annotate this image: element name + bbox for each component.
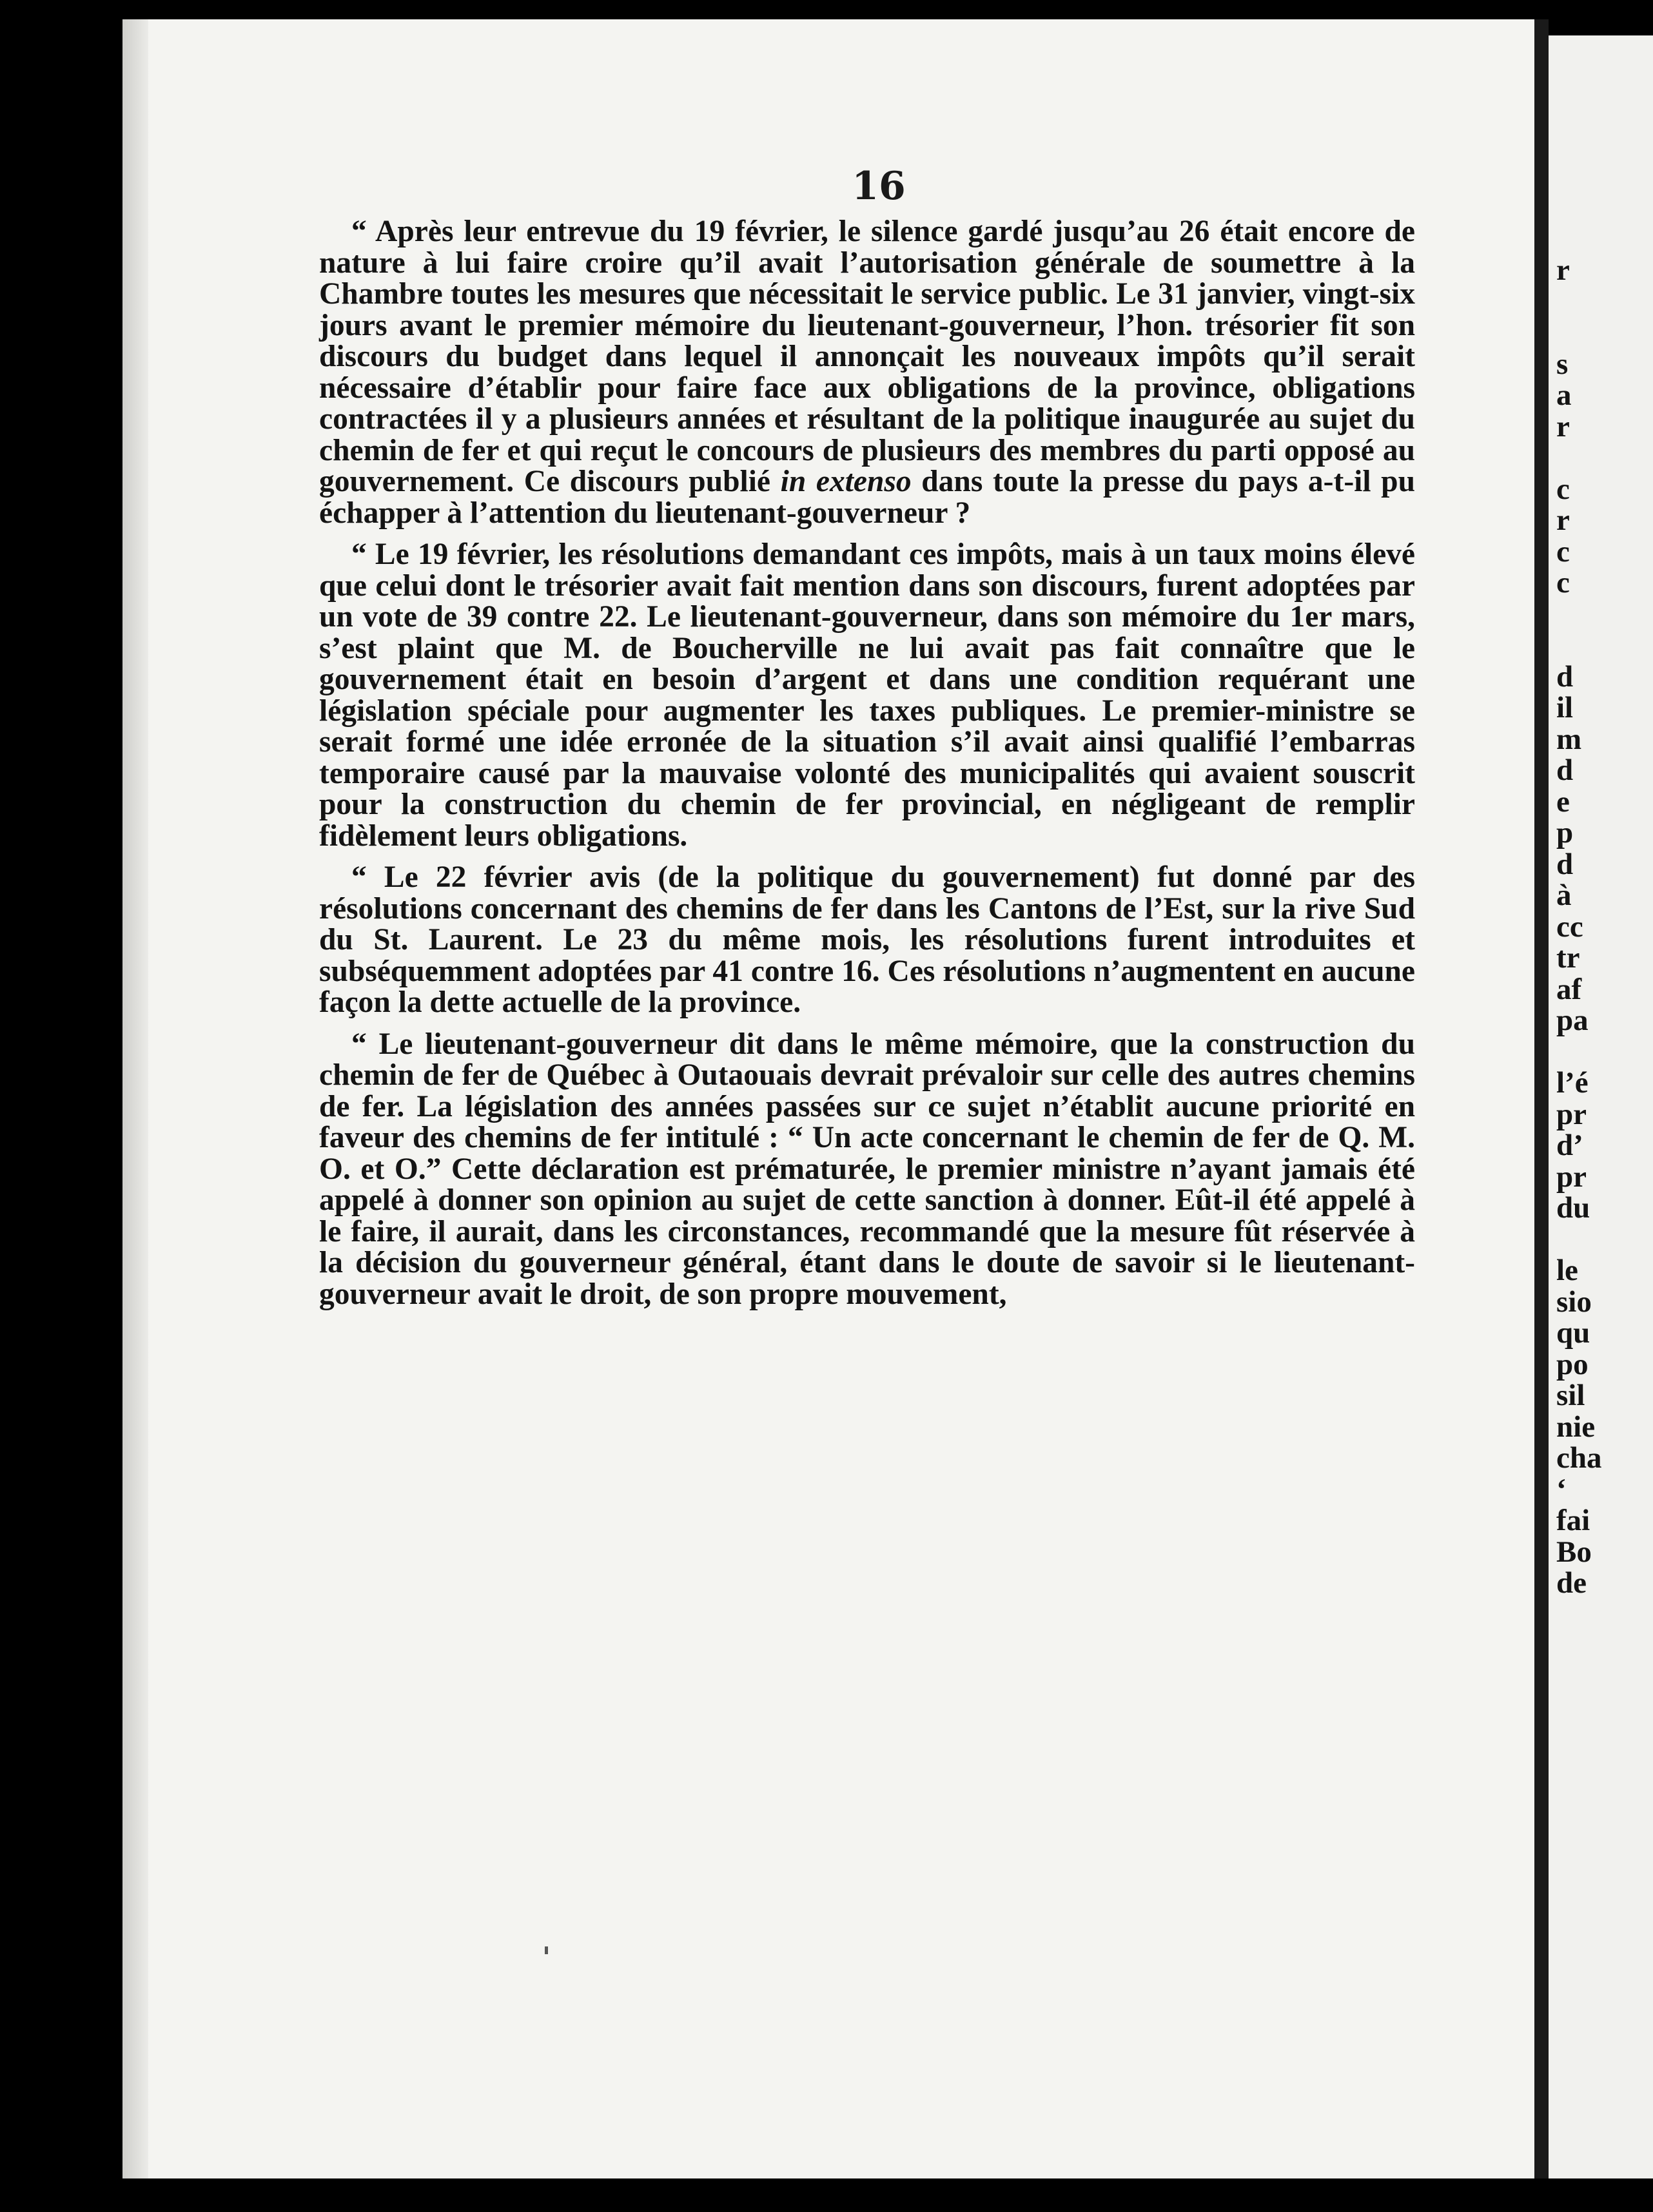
paragraph-1 (319, 216, 1415, 529)
facing-line-fragment: du (1556, 1191, 1590, 1225)
facing-line-fragment: tr (1556, 941, 1580, 975)
facing-line-fragment: pa (1556, 1004, 1589, 1037)
facing-line-fragment: nie (1556, 1410, 1596, 1444)
facing-line-fragment: c (1556, 566, 1570, 599)
facing-line-fragment: s (1556, 347, 1569, 381)
facing-line-fragment: le (1556, 1254, 1578, 1287)
paragraph-1-italic: in extenso (780, 465, 912, 498)
spine-gap (1534, 19, 1549, 2178)
facing-line-fragment: po (1556, 1347, 1589, 1381)
facing-page-fragments (1556, 255, 1602, 1599)
facing-line-fragment: d (1556, 753, 1574, 787)
facing-line-fragment (1556, 630, 1602, 661)
facing-line-fragment: af (1556, 972, 1582, 1006)
facing-page (1549, 35, 1653, 2178)
facing-line-fragment (1556, 317, 1602, 349)
facing-line-fragment: Bo (1556, 1535, 1592, 1569)
facing-line-fragment: r (1556, 409, 1570, 443)
facing-line-fragment: p (1556, 816, 1574, 849)
facing-line-fragment (1556, 286, 1602, 318)
text-block (319, 216, 1415, 1320)
facing-line-fragment: fai (1556, 1504, 1590, 1537)
facing-line-fragment: pr (1556, 1097, 1587, 1131)
facing-line-fragment: à (1556, 878, 1572, 912)
facing-line-fragment: m (1556, 722, 1582, 756)
facing-line-fragment: ‘ (1556, 1472, 1567, 1506)
facing-line-fragment: sil (1556, 1379, 1585, 1412)
facing-line-fragment: d (1556, 659, 1574, 694)
facing-line-fragment: a (1556, 378, 1572, 412)
facing-line-fragment: c (1556, 472, 1570, 506)
paragraph-1-before: “ Après leur entrevue du 19 février, le silence gardé jusqu’au 26 était encore de nature à lui faire croire qu’il avait l’autorisation générale de soumettre à la Chambre toutes les mesures que nécessitait le service public. Le 31 janvier, vingt-six jours avant le premier mémoire du lieutenant-gouverneur, l’hon. trésorier fit son discours du budget dans lequel il annonçait les nouveaux impôts qu’il serait nécessaire d’établir pour faire face aux obligations de la province, obligations contractées il y a plusieurs années et résultant de la politique inaugurée au sujet du chemin de fer et qui reçut le concours de plusieurs des membres du parti opposé au gouvernement. Ce discours publié (319, 215, 1415, 498)
facing-line-fragment: l’é (1556, 1066, 1589, 1100)
facing-line-fragment (1556, 442, 1602, 474)
facing-line-fragment (1556, 1224, 1602, 1256)
facing-line-fragment: cc (1556, 909, 1583, 944)
facing-line-fragment: qu (1556, 1316, 1590, 1350)
facing-line-fragment: il (1556, 691, 1574, 724)
facing-line-fragment: cha (1556, 1441, 1602, 1475)
facing-line-fragment: d’ (1556, 1129, 1583, 1162)
paragraph-2: “ Le 19 février, les résolutions demandant ces impôts, mais à un taux moins élevé que celui dont le trésorier avait fait mention dans son discours, furent adoptées par un vote de 39 contre 22. Le lieutenant-gouverneur, dans son mémoire du 1er mars, s’est plaint que M. de Boucherville ne lui avait pas fait connaître que le gouvernement était en besoin d’argent et dans une condition requérant une législation spéciale pour augmenter les taxes publiques. Le premier-ministre se serait formé une idée erronée de la situation s’il avait ainsi qualifié l’embarras temporaire causé par la mauvaise volonté des municipalités qui avaient souscrit pour la construction du chemin de fer provincial, en négligeant de remplir fidèlement leurs obligations. (319, 538, 1415, 853)
paragraph-1-after: dans toute la presse du pays a-t-il pu échapper à l’attention du lieutenant-gouverneur ? (319, 465, 1415, 530)
facing-line-fragment (1556, 1036, 1602, 1068)
binding-shadow (122, 19, 148, 2178)
facing-line-fragment: sio (1556, 1285, 1592, 1319)
ink-speck (545, 1946, 548, 1954)
facing-line-fragment: c (1556, 534, 1570, 568)
paragraph-3: “ Le 22 février avis (de la politique du gouvernement) fut donné par des résolutions concernant des chemins de fer dans les Cantons de l’Est, sur la rive Sud du St. Laurent. Le 23 du même mois, les résolutions furent introduites et subséquemment adoptées par 41 contre 16. Ces résolutions n’augmentent en aucune façon la dette actuelle de la province. (319, 860, 1415, 1019)
facing-line-fragment: e (1556, 784, 1570, 819)
facing-line-fragment: d (1556, 847, 1574, 881)
page-number: 16 (852, 164, 906, 209)
facing-line-fragment: pr (1556, 1159, 1587, 1194)
facing-line-fragment (1556, 599, 1602, 630)
paragraph-4: “ Le lieutenant-gouverneur dit dans le même mémoire, que la construction du chemin de fer de Québec à Outaouais devrait prévaloir sur celle des autres chemins de fer. La législation des années passées sur ce sujet n’établit aucune priorité en faveur des chemins de fer intitulé : “ Un acte concernant le chemin de fer de Q. M. O. et O.” Cette déclaration est prématurée, le premier ministre n’ayant jamais été appelé à donner son opinion au sujet de cette sanction à donner. Eût-il été appelé à le faire, il aurait, dans les circonstances, recommandé que la mesure fût réservée à la décision du gouverneur général, étant dans le doute de savoir si le lieutenant-gouverneur avait le droit, de son propre mouvement, (319, 1027, 1415, 1311)
facing-line-fragment: r (1556, 503, 1570, 537)
facing-line-fragment: r (1556, 253, 1570, 287)
facing-line-fragment: de (1556, 1566, 1587, 1600)
